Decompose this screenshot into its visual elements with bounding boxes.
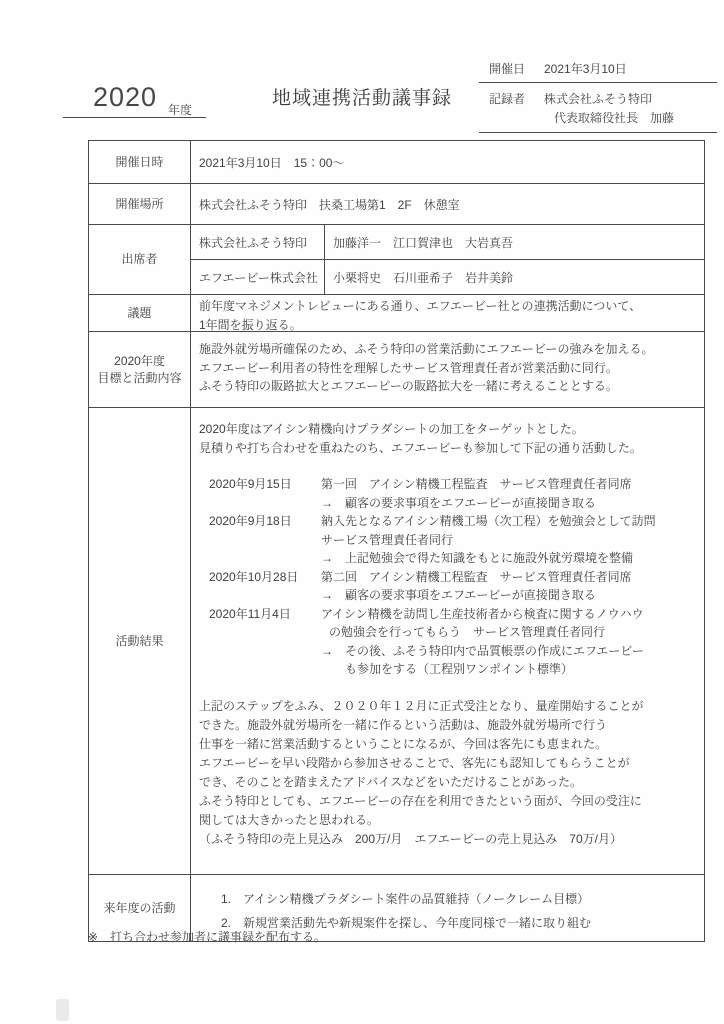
attendee-group [191, 225, 704, 260]
summary-line: エフエービーを早い段階から参加させることで、客先にも認知してもらうことが [199, 755, 630, 770]
timeline-desc-line: サービス管理責任者同行 [321, 532, 454, 547]
timeline-entry [209, 568, 704, 605]
timeline-date: 2020年9月18日 [209, 514, 292, 528]
fiscal-year-underline [63, 117, 206, 118]
fiscal-year-suffix: 年度 [168, 103, 193, 117]
timeline-desc-line: → 顧客の要求事項をエフエービーが直接聞き取る [321, 495, 596, 510]
agenda-line: 1年間を振り返る。 [199, 317, 302, 332]
timeline-desc-line: → その後、ふそう特印内で品質帳票の作成にエフエービー [321, 643, 644, 658]
footnote: ※ 打ち合わせ参加者に議事録を配布する。 [88, 930, 327, 944]
goals-line: エフエービー利用者の特性を理解したサービス管理責任者が営業活動に同行。 [199, 360, 618, 375]
scan-artifact [56, 999, 69, 1021]
summary-line: 仕事を一緒に営業活動するということになるが、今回は客先にも恵まれた。 [199, 736, 608, 751]
goals-line: ふそう特印の販路拡大とエフエービーの販路拡大を一緒に考えることとする。 [199, 379, 618, 393]
recorder-representative: 代表取締役社長 加藤 [554, 111, 675, 125]
results-timeline [209, 475, 704, 679]
next-year-item: 1. アイシン精機プラダシート案件の品質維持（ノークレーム目標） [221, 892, 590, 906]
timeline-desc-line: 納入先となるアイシン精機工場（次工程）を勉強会として訪問 [321, 514, 656, 528]
fiscal-year-value: 2020 [93, 82, 158, 112]
timeline-desc-line: も参加をする（工程別ワンポイント標準） [345, 662, 574, 676]
recorder-row [479, 83, 717, 107]
recorder-company: 株式会社ふそう特印 [544, 92, 653, 106]
timeline-date: 2020年11月4日 [209, 606, 291, 621]
timeline-desc-line: 第一回 アイシン精機工程監査 サービス管理責任者同席 [321, 477, 632, 491]
held-date-value: 2021年3月10日 [544, 62, 627, 76]
recorder-label: 記録者 [489, 92, 526, 106]
attendee-group [191, 260, 704, 294]
datetime-label: 開催日時 [89, 141, 191, 183]
timeline-entry [209, 475, 704, 512]
results-label: 活動結果 [89, 408, 191, 874]
row-agenda [89, 295, 704, 332]
next-year-label: 来年度の活動 [89, 875, 191, 941]
row-attendees [89, 225, 704, 295]
agenda-line: 前年度マネジメントレビューにある通り、エフエービー社との連携活動について、 [199, 299, 642, 313]
minutes-table [88, 140, 705, 942]
place-value: 株式会社ふそう特印 扶桑工場第1 2F 休憩室 [199, 197, 460, 212]
timeline-desc-line: 第二回 アイシン精機工程監査 サービス管理責任者同席 [321, 569, 632, 584]
timeline-date: 2020年10月28日 [209, 569, 299, 584]
summary-line: 上記のステップをふみ、２０２０年１２月に正式受注となり、量産開始することが [199, 698, 644, 713]
timeline-desc-line: → 顧客の要求事項をエフエービーが直接聞き取る [321, 588, 596, 602]
timeline-entry [209, 605, 704, 679]
attendee-names: 加藤洋一 江口賀津也 大岩真吾 [333, 235, 514, 250]
row-place [89, 184, 704, 225]
agenda-label: 議題 [89, 295, 191, 331]
attendee-names: 小栗将史 石川亜希子 岩井美鈴 [333, 270, 514, 285]
row-results [89, 408, 704, 875]
timeline-desc-line: → 上記勉強会で得た知識をもとに施設外就労環境を整備 [321, 551, 634, 565]
summary-line: ふそう特印としても、エフエービーの存在を利用できたという面が、今回の受注に [199, 793, 642, 808]
timeline-desc-line: の勉強会を行ってもらう サービス管理責任者同行 [329, 625, 606, 639]
next-year-item: 2. 新規営業活動先や新規案件を探し、今年度同様で一緒に取り組む [221, 916, 592, 930]
place-label: 開催場所 [89, 184, 191, 224]
page-title: 地域連携活動議事録 [271, 88, 452, 109]
goals-line: 施設外就労場所確保のため、ふそう特印の営業活動にエフエービーの強みを加える。 [199, 342, 654, 356]
results-intro-line: 見積りや打ち合わせを重ねたのち、エフエービーも参加して下記の通り活動した。 [199, 440, 642, 455]
attendee-company: エフエービー株式会社 [191, 260, 325, 294]
datetime-value: 2021年3月10日 15：00～ [199, 155, 345, 170]
summary-line: でき、そのことを踏まえたアドバイスなどをいただけることがあった。 [199, 774, 583, 789]
summary-line: 関しては大きかったと思われる。 [199, 812, 380, 827]
results-intro-line: 2020年度はアイシン精機向けプラダシートの加工をターゲットとした。 [199, 422, 584, 436]
results-summary [199, 697, 704, 849]
timeline-date: 2020年9月15日 [209, 477, 292, 491]
attendees-label: 出席者 [89, 225, 191, 294]
timeline-entry [209, 512, 704, 568]
goals-label: 2020年度 目標と活動内容 [89, 332, 191, 407]
held-date-label: 開催日 [489, 62, 526, 76]
row-datetime [89, 141, 704, 184]
summary-line: できた。施設外就労場所を一緒に作るという活動は、施設外就労場所で行う [199, 717, 608, 732]
held-date-row [479, 60, 717, 83]
attendee-company: 株式会社ふそう特印 [191, 225, 325, 259]
header-meta-block [479, 60, 717, 133]
summary-line: （ふそう特印の売上見込み 200万/月 エフエービーの売上見込み 70万/月） [199, 831, 622, 846]
recorder-representative-row [479, 107, 717, 133]
timeline-desc-line: アイシン精機を訪問し生産技術者から検査に関するノウハウ [321, 606, 644, 621]
row-goals [89, 332, 704, 408]
